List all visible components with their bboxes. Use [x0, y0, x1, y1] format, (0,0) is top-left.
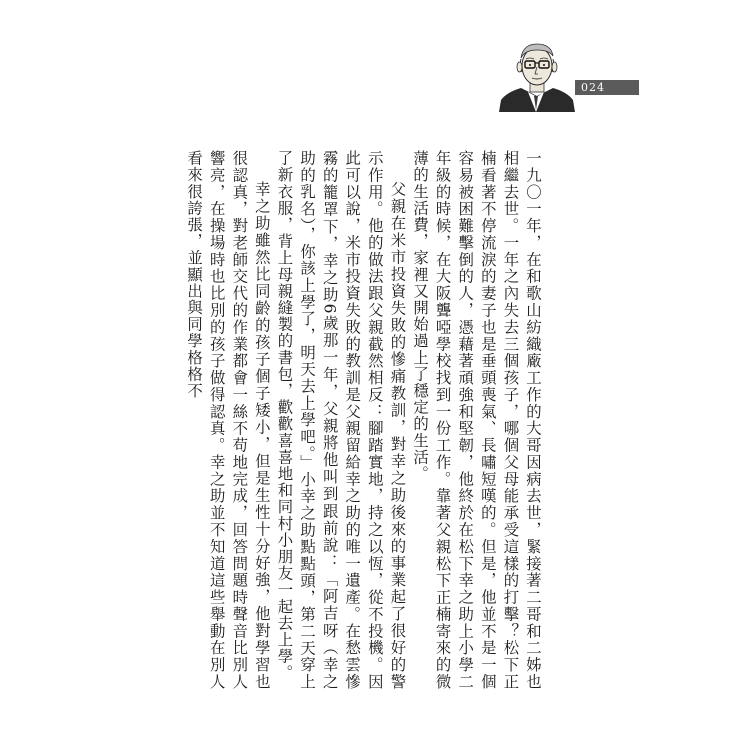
page-number-tab — [575, 80, 639, 95]
page-number: 024 — [581, 81, 605, 94]
body-text — [185, 150, 544, 690]
paragraph: 一九〇一年，在和歌山紡織廠工作的大哥因病去世，緊接著二哥和二姊也相繼去世。一年之內失去三個孩子，哪個父母能承受這樣的打擊？松下正楠看著不停流淚的妻子也是垂頭喪氣、長嘯短嘆的。但是，他並不是一個容易被困難擊倒的人，憑藉著頑強和堅韌，他終於在松下幸之助上小學二年級的時候，在大阪聾啞學校找到一份工作。靠著父親松下正楠寄來的微薄的生活費，家裡又開始過上了穩定的生活。 — [411, 150, 542, 690]
paragraph: 幸之助雖然比同齡的孩子個子矮小，但是生性十分好強，他對學習也很認真，對老師交代的作業都會一絲不苟地完成，回答問題時聲音比別人響亮，在操場時也比別的孩子做得認真。幸之助並不知道這些舉動在別人看來很誇張，並顯出與同學格格不 — [185, 150, 271, 690]
portrait-illustration — [497, 36, 575, 112]
paragraph: 父親在米市投資失敗的慘痛教訓，對幸之助後來的事業起了很好的警示作用。他的做法跟父親截然相反：腳踏實地，持之以恆，從不投機。因此可以說，米市投資失敗的教訓是父親留給幸之助的唯一遺產。在愁雲慘霧的籠罩下，幸之助6歲那一年，父親將他叫到跟前說：「阿吉呀（幸之助的乳名），你該上學了，明天去上學吧。」小幸之助點點頭，第二天穿上了新衣服，背上母親縫製的書包，歡歡喜喜地和同村小朋友一起去上學。 — [275, 150, 407, 690]
